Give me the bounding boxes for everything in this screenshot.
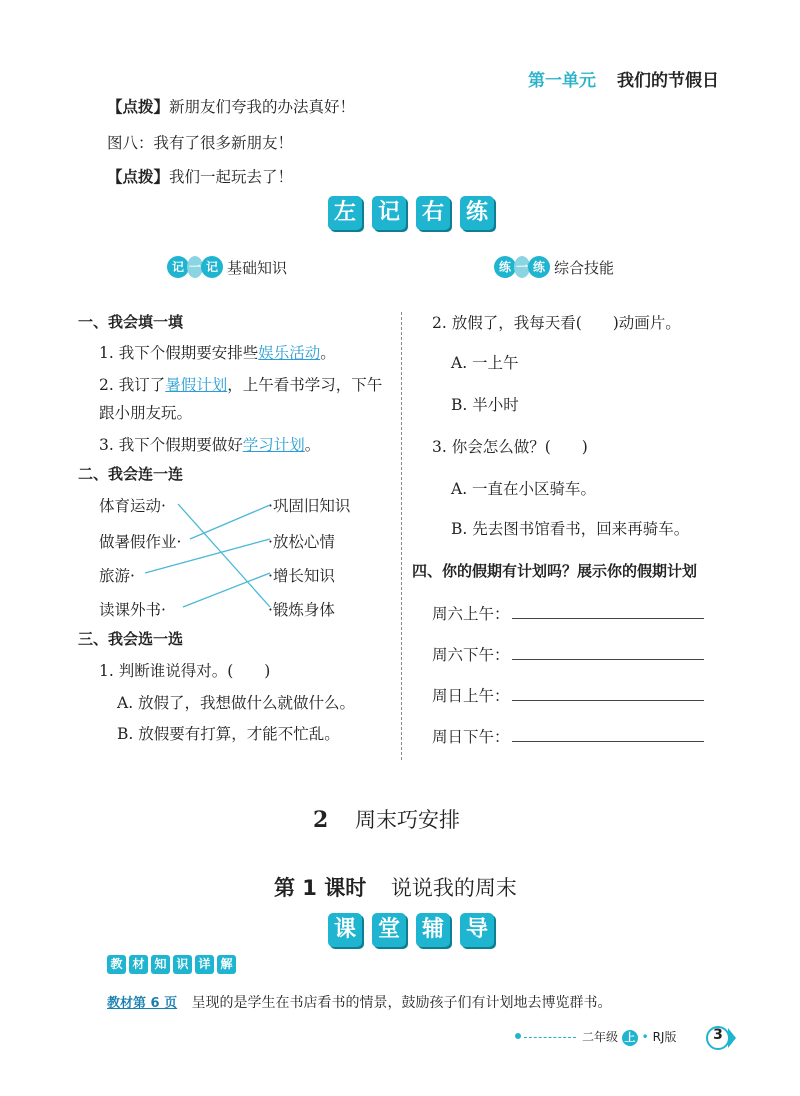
q-text: ，上午看书学习，下午 xyxy=(227,376,383,394)
choice-option: B. 放假要有打算，才能不忙乱。 xyxy=(117,725,340,743)
plan-answer-line[interactable] xyxy=(512,686,704,701)
plan-answer-line[interactable] xyxy=(512,645,704,660)
banner-tile: 课 xyxy=(328,913,362,947)
plan-answer-line[interactable] xyxy=(512,604,704,619)
period-number: 第 1 课时 xyxy=(274,876,367,900)
mini-tile: 知 xyxy=(151,955,170,974)
match-left-item: 体育运动· xyxy=(99,497,166,515)
footer-dot xyxy=(515,1033,521,1039)
banner-tile: 堂 xyxy=(372,913,406,947)
match-right-item: ·放松心情 xyxy=(268,533,335,551)
lesson-number: 2 xyxy=(313,807,329,833)
match-left-item: 读课外书· xyxy=(99,601,166,619)
unit-title: 我们的节假日 xyxy=(617,71,719,91)
choice-q2: 2. 放假了，我每天看( )动画片。 xyxy=(432,314,681,332)
q-text: 。 xyxy=(304,436,321,454)
choice-option: B. 先去图书馆看书，回来再骑车。 xyxy=(451,520,690,538)
choice-option: B. 半小时 xyxy=(451,396,519,414)
mini-tile: 识 xyxy=(173,955,192,974)
plan-row[interactable] xyxy=(432,602,704,624)
tip-label: 【点拨】 xyxy=(107,98,170,116)
badge-bubble: 一 xyxy=(514,256,530,278)
mini-tile: 教 xyxy=(107,955,126,974)
lesson-title: 周末巧安排 xyxy=(355,808,460,832)
tip-text: 我们一起玩去了！ xyxy=(169,168,294,186)
q-text: 3. 我下个假期要做好 xyxy=(99,436,243,454)
match-line xyxy=(183,573,270,607)
period-heading xyxy=(274,872,517,902)
match-right-item: ·增长知识 xyxy=(268,567,335,585)
choice-q1: 1. 判断谁说得对。( ) xyxy=(99,662,271,680)
section3-title: 三、我会选一选 xyxy=(78,630,184,648)
page-number: 3 xyxy=(713,1027,723,1043)
figure-text: 图八：我有了很多新朋友！ xyxy=(107,134,294,152)
plan-label: 周六上午： xyxy=(432,605,510,623)
choice-option: A. 一上午 xyxy=(451,354,519,372)
choice-q3: 3. 你会怎么做？( ) xyxy=(432,438,588,456)
tip-label: 【点拨】 xyxy=(107,168,170,186)
answer-blank: 娱乐活动 xyxy=(258,344,321,362)
footer-grade-info xyxy=(582,1028,676,1046)
mini-tile: 解 xyxy=(217,955,236,974)
edition-label: RJ版 xyxy=(652,1030,677,1044)
banner-tile: 记 xyxy=(372,196,406,230)
choice-option: A. 一直在小区骑车。 xyxy=(451,480,597,498)
plan-label: 周六下午： xyxy=(432,646,510,664)
period-title: 说说我的周末 xyxy=(390,876,517,900)
volume-badge: 上 xyxy=(622,1030,638,1046)
banner-tile: 导 xyxy=(460,913,494,947)
banner-tile: 右 xyxy=(416,196,450,230)
badge-label: 综合技能 xyxy=(554,258,615,277)
q-text: 。 xyxy=(320,344,336,362)
knowledge-text: 呈现的是学生在书店看书的情景，鼓励孩子们有计划地去博览群书。 xyxy=(191,995,612,1011)
dot-separator-icon: • xyxy=(641,1030,649,1044)
plan-row[interactable] xyxy=(432,725,704,747)
fill-q2-line2: 跟小朋友玩。 xyxy=(99,404,193,422)
plan-answer-line[interactable] xyxy=(512,727,704,742)
mini-tile: 详 xyxy=(195,955,214,974)
footer-dash xyxy=(524,1037,576,1038)
tip-text: 新朋友们夸我的办法真好！ xyxy=(169,98,356,116)
badge-bubble: 一 xyxy=(187,256,203,278)
answer-blank: 学习计划 xyxy=(242,436,305,454)
badge-label: 基础知识 xyxy=(227,258,288,277)
section2-title: 二、我会连一连 xyxy=(78,465,184,483)
choice-option: A. 放假了，我想做什么就做什么。 xyxy=(117,694,356,712)
badge-bubble: 记 xyxy=(167,256,189,278)
knowledge-line xyxy=(107,992,612,1012)
grade-label: 二年级 xyxy=(582,1030,619,1044)
section1-title: 一、我会填一填 xyxy=(78,313,184,331)
match-right-item: ·锻炼身体 xyxy=(268,601,335,619)
match-left-item: 做暑假作业· xyxy=(99,533,182,551)
plan-row[interactable] xyxy=(432,643,704,665)
match-line xyxy=(145,539,270,573)
section4-title: 四、你的假期有计划吗？展示你的假期计划 xyxy=(412,562,698,580)
badge-bubble: 练 xyxy=(528,256,550,278)
banner-tile: 辅 xyxy=(416,913,450,947)
q-text: 2. 我订了 xyxy=(99,376,166,394)
class-guide-banner xyxy=(328,913,494,947)
badge-bubble: 记 xyxy=(201,256,223,278)
plan-row[interactable] xyxy=(432,684,704,706)
banner-tile: 左 xyxy=(328,196,362,230)
textbook-page-label: 教材第 6 页 xyxy=(107,996,178,1011)
q-text: 1. 我下个假期要安排些 xyxy=(99,344,259,362)
knowledge-explain-badge xyxy=(107,953,239,974)
unit-label: 第一单元 xyxy=(528,71,596,91)
match-left-item: 旅游· xyxy=(99,567,135,585)
plan-label: 周日上午： xyxy=(432,687,510,705)
match-line xyxy=(190,505,270,539)
answer-blank: 暑假计划 xyxy=(165,376,228,394)
lesson-heading xyxy=(313,804,460,834)
plan-label: 周日下午： xyxy=(432,728,510,746)
mini-tile: 材 xyxy=(129,955,148,974)
banner-tile: 练 xyxy=(460,196,494,230)
badge-bubble: 练 xyxy=(494,256,516,278)
match-right-item: ·巩固旧知识 xyxy=(268,497,351,515)
